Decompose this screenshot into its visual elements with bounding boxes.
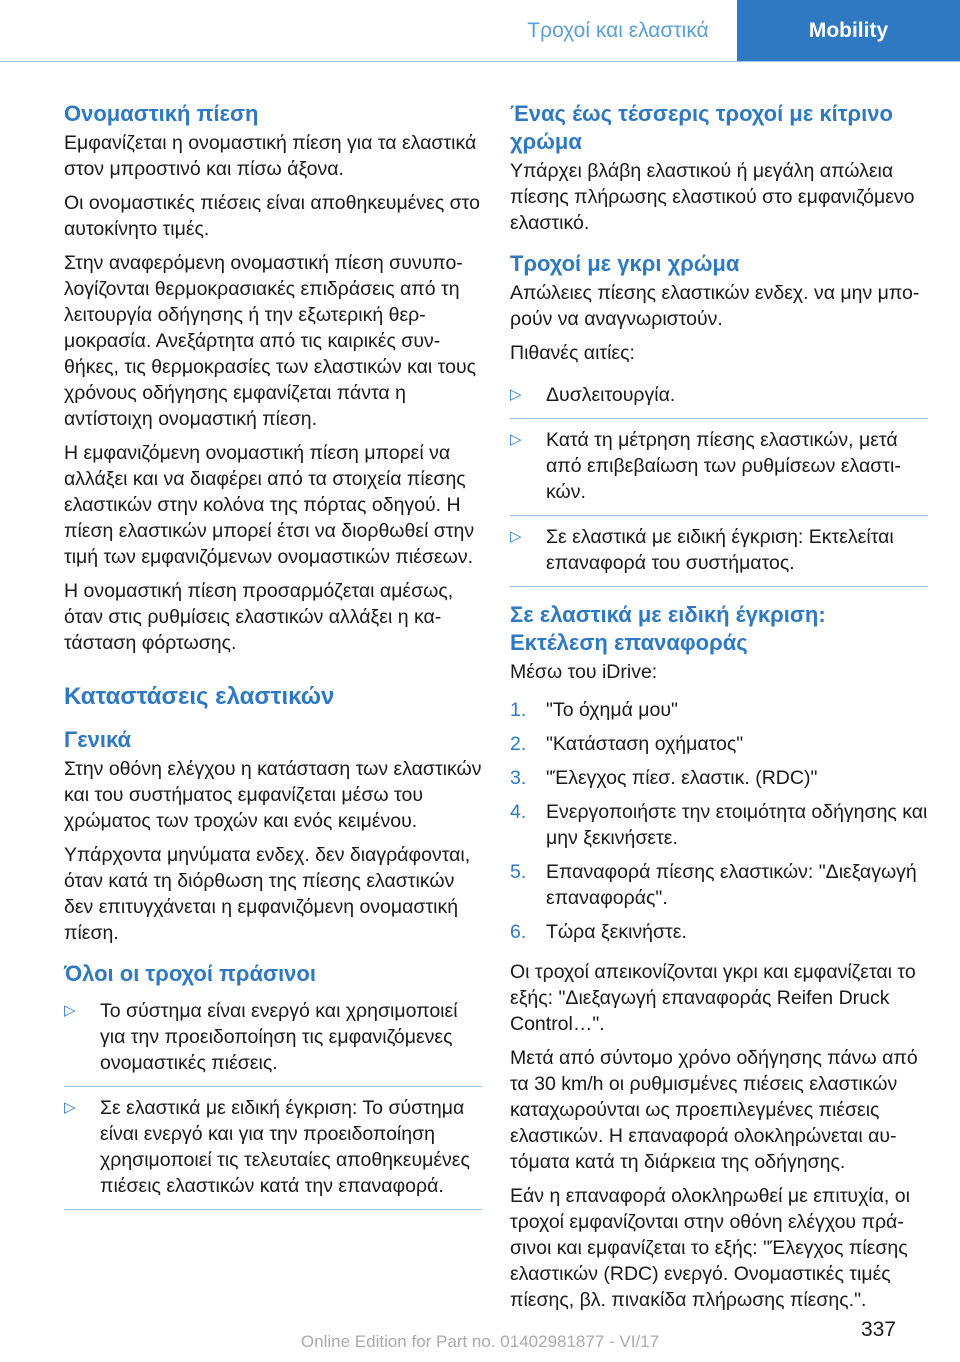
step-item (510, 761, 928, 795)
step-text: "Έλεγχος πίεσ. ελαστικ. (RDC)" (546, 767, 818, 789)
step-number: 3. (510, 767, 527, 789)
paragraph: Μετά από σύντομο χρόνο οδήγησης πάνω από τα 30 km/h οι ρυθμισμένες πιέσεις ελαστικών καταχωρούνται ως προεπιλεγμένες πιέσεις ελαστικών. Η επαναφορά ολοκληρώνεται αυτόματα κατά τη διάρκεια της οδήγησης. (510, 1047, 918, 1173)
list-item (64, 1087, 482, 1210)
heading-reset: Σε ελαστικά με ειδική έγκριση: Εκτέλεση επαναφοράς (510, 602, 826, 655)
step-item (510, 795, 928, 855)
list-item-text: Κατά τη μέτρηση πίεσης ελαστικών, μετά από επιβεβαίωση των ρυθμίσεων ελαστικών. (546, 429, 901, 503)
heading-tire-states: Καταστάσεις ελαστικών (64, 683, 335, 710)
paragraph: Οι ονομαστικές πιέσεις είναι αποθηκευμένες στο αυτοκίνητο τιμές. (64, 192, 480, 240)
left-column (64, 100, 482, 1220)
step-number: 5. (510, 861, 527, 883)
step-number: 2. (510, 733, 527, 755)
paragraph: Στην οθόνη ελέγχου η κατάσταση των ελαστικών και του συστήματος εμφανίζεται μέσω του χρώματος των τροχών και ενός κειμένου. (64, 758, 482, 832)
list-item (510, 419, 928, 516)
paragraph: Εάν η επαναφορά ολοκληρωθεί με επιτυχία, οι τροχοί εμφανίζονται στην οθόνη ελέγχου πράσινοι και εμφανίζεται το εξής: "Έλεγχος πίεσης ελαστικών (RDC) ενεργό. Ονομαστικές τιμές πίεσης, βλ. πινακίδα πλήρωσης πίεσης.". (510, 1185, 910, 1311)
section-tab: Mobility (737, 0, 960, 62)
step-text: "Το όχημά μου" (546, 699, 678, 721)
paragraph: Πιθανές αιτίες: (510, 342, 635, 364)
paragraph: Στην αναφερόμενη ονομαστική πίεση συνυπολογίζονται θερμοκρασιακές επιδράσεις από τη λειτουργία οδήγησης ή την εξωτερική θερμοκρασία. Ανεξάρτητα από τις καιρικές συνθήκες, τις θερμοκρασίες των ελαστικών και τους χρόνους οδήγησης εμφανίζεται πάντα η αντίστοιχη ονομαστική πίεση. (64, 252, 477, 430)
heading-nominal-pressure: Ονομαστική πίεση (64, 101, 259, 126)
step-item (510, 693, 928, 727)
step-item (510, 915, 928, 949)
step-number: 4. (510, 801, 527, 823)
edition-footer: Online Edition for Part no. 01402981877 - VI/17 (300, 1332, 660, 1351)
triangle-bullet-icon: ▷ (510, 386, 522, 403)
paragraph: Εμφανίζεται η ονομαστική πίεση για τα ελαστικά στον μπροστινό και πίσω άξονα. (64, 132, 477, 180)
step-text: Τώρα ξεκινήστε. (546, 921, 687, 943)
page-number: 337 (860, 1318, 896, 1341)
step-number: 6. (510, 921, 527, 943)
numbered-steps (510, 693, 928, 949)
triangle-bullet-icon: ▷ (510, 431, 522, 448)
heading-grey-wheels: Τροχοί με γκρι χρώμα (510, 251, 740, 276)
heading-general: Γενικά (64, 727, 132, 752)
step-text: Ενεργοποιήστε την ετοιμότητα οδήγησης και μην ξεκινήσετε. (546, 801, 928, 849)
heading-all-green: Όλοι οι τροχοί πράσινοι (64, 961, 316, 986)
list-item-text: Το σύστημα είναι ενεργό και χρησιμοποιεί για την προειδοποίηση τις εμφανιζόμενες ονομαστικές πιέσεις. (100, 1000, 458, 1074)
page-header (0, 0, 960, 62)
chapter-title: Τροχοί και ελαστικά (527, 19, 709, 42)
list-item-text: Δυσλειτουργία. (546, 384, 676, 406)
paragraph: Η ονομαστική πίεση προσαρμόζεται αμέσως, όταν στις ρυθμίσεις ελαστικών αλλάξει η κατάσταση φόρτωσης. (64, 580, 454, 654)
step-item (510, 727, 928, 761)
list-item-text: Σε ελαστικά με ειδική έγκριση: Το σύστημα είναι ενεργό και για την προειδοποίηση χρησιμοποιεί τις τελευταίες αποθηκευμένες πιέσεις ελαστικών κατά την επαναφορά. (100, 1097, 470, 1197)
paragraph: Υπάρχοντα μηνύματα ενδεχ. δεν διαγράφονται, όταν κατά τη διόρθωση της πίεσης ελαστικών δεν επιτυγχάνεται η εμφανιζόμενη ονομαστική πίεση. (64, 844, 471, 944)
list-item (64, 990, 482, 1087)
right-column (510, 100, 928, 1321)
triangle-bullet-icon: ▷ (64, 1099, 76, 1116)
triangle-bullet-icon: ▷ (510, 528, 522, 545)
step-text: "Κατάσταση οχήματος" (546, 733, 744, 755)
paragraph: Μέσω του iDrive: (510, 661, 658, 683)
bullet-list-green (64, 990, 482, 1210)
step-number: 1. (510, 699, 527, 721)
heading-yellow-wheels: Ένας έως τέσσερις τροχοί με κίτρινο χρώμα (510, 101, 893, 154)
paragraph: Απώλειες πίεσης ελαστικών ενδεχ. να μην μπορούν να αναγνωριστούν. (510, 282, 920, 330)
list-item (510, 516, 928, 587)
list-item (510, 374, 928, 419)
bullet-list-grey (510, 374, 928, 587)
step-text: Επαναφορά πίεσης ελαστικών: "Διεξαγωγή επαναφοράς". (546, 861, 917, 909)
triangle-bullet-icon: ▷ (64, 1002, 76, 1019)
paragraph: Υπάρχει βλάβη ελαστικού ή μεγάλη απώλεια πίεσης πλήρωσης ελαστικού στο εμφανιζόμενο ελαστικό. (510, 160, 915, 234)
paragraph: Οι τροχοί απεικονίζονται γκρι και εμφανίζεται το εξής: "Διεξαγωγή επαναφοράς Reifen Druck Control…". (510, 961, 916, 1035)
list-item-text: Σε ελαστικά με ειδική έγκριση: Εκτελείται επαναφορά του συστήματος. (546, 526, 894, 574)
paragraph: Η εμφανιζόμενη ονομαστική πίεση μπορεί να αλλάξει και να διαφέρει από τα στοιχεία πίεσης ελαστικών στην κολόνα της πόρτας οδηγού. Η πίεση ελαστικών μπορεί έτσι να διορθωθεί στην τιμή των εμφανιζόμενων ονομαστικών πιέσεων. (64, 442, 475, 568)
step-item (510, 855, 928, 915)
header-rule (0, 61, 960, 62)
